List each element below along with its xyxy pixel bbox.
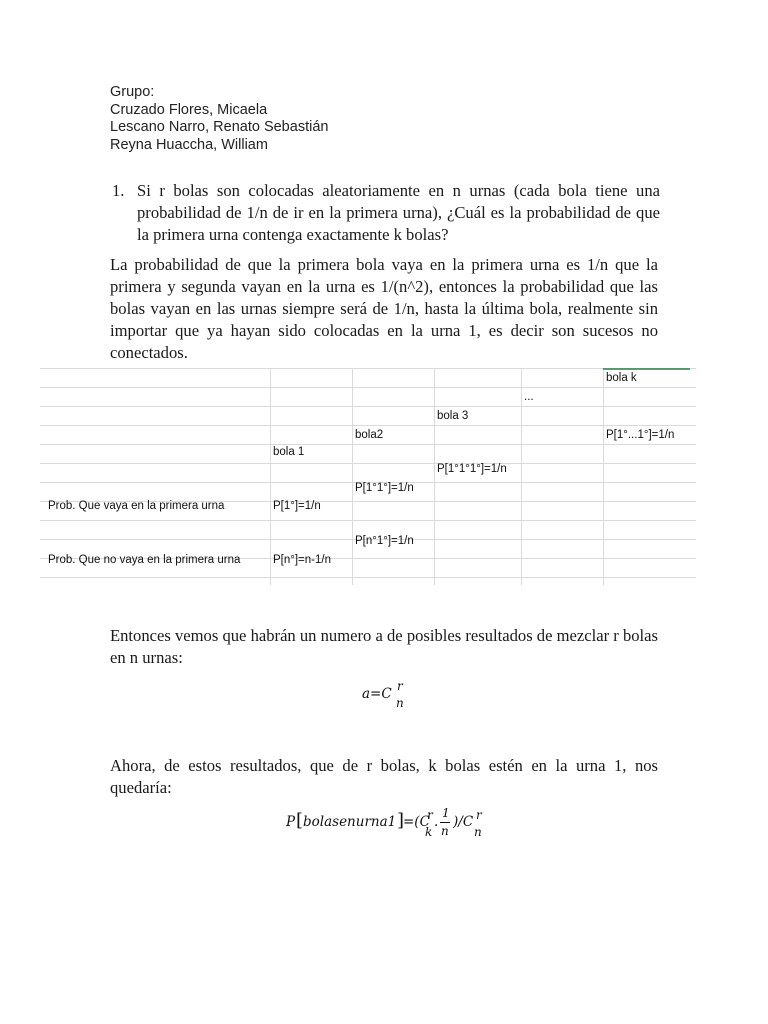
cell-bola-1: bola 1 bbox=[273, 446, 305, 458]
spreadsheet-table bbox=[40, 368, 696, 585]
group-member: Cruzado Flores, Micaela bbox=[110, 101, 268, 118]
question-item bbox=[112, 180, 660, 246]
formula-lhs: a=C bbox=[362, 686, 392, 702]
formula-subscript: n bbox=[396, 696, 404, 710]
results-paragraph: Entonces vemos que habrán un numero a de posibles resultados de mezclar r bolas en n urnas: bbox=[110, 626, 658, 667]
group-label: Grupo: bbox=[110, 84, 155, 100]
formula-p: P bbox=[286, 814, 296, 830]
fraction-bar bbox=[440, 822, 450, 823]
cell-bola-2: bola2 bbox=[355, 429, 384, 441]
formula-superscript: r bbox=[397, 679, 403, 693]
c2-subscript: n bbox=[474, 825, 482, 839]
c1-superscript: r bbox=[427, 808, 433, 822]
cell-p1: P[1°]=1/n bbox=[273, 500, 321, 512]
question-text: Si r bolas son colocadas aleatoriamente en n urnas (cada bola tiene una probabilidad de 1/n de ir en la primera urna), ¿Cuál es la probabilidad de que la primera urna contenga exactamente k bolas? bbox=[137, 181, 660, 244]
group-block bbox=[110, 84, 328, 154]
formula-probability bbox=[286, 808, 496, 844]
group-member: Reyna Huaccha, William bbox=[110, 136, 268, 153]
cell-bola-k: bola k bbox=[606, 372, 637, 384]
cell-p-k: P[1°...1°]=1/n bbox=[606, 429, 675, 441]
formula-close: )/C bbox=[453, 814, 474, 830]
question-number: 1. bbox=[112, 181, 125, 200]
formula-bracket-content: bolasenurna1 bbox=[303, 814, 397, 830]
formula-dot: . bbox=[434, 814, 439, 830]
formula-combinations bbox=[362, 679, 422, 718]
row-label-not: Prob. Que no vaya en la primera urna bbox=[48, 554, 241, 566]
cell-ellipsis: ... bbox=[524, 391, 534, 403]
cell-pn: P[n°]=n-1/n bbox=[273, 554, 331, 566]
cell-pn2: P[n°1°]=1/n bbox=[355, 535, 414, 547]
answer-paragraph: La probabilidad de que la primera bola vaya en la primera urna es 1/n que la primera y segunda vayan en la urna es 1/(n^2), entonces la probabilidad que las bolas vayan en las urnas siempre será de 1/n, hasta la última bola, realmente sin importar que ya hayan sido colocadas en la urna 1, es decir son sucesos no conectados. bbox=[110, 255, 658, 362]
fraction-numerator: 1 bbox=[442, 806, 450, 820]
conclusion-paragraph: Ahora, de estos resultados, que de r bolas, k bolas estén en la urna 1, nos quedaría: bbox=[110, 756, 658, 797]
cell-bola-3: bola 3 bbox=[437, 410, 469, 422]
right-bracket: ] bbox=[397, 810, 405, 831]
cell-p2: P[1°1°]=1/n bbox=[355, 482, 414, 494]
formula-eq: =(C bbox=[403, 814, 430, 830]
cell-p3: P[1°1°1°]=1/n bbox=[437, 463, 507, 475]
row-label-first: Prob. Que vaya en la primera urna bbox=[48, 500, 225, 512]
c2-superscript: r bbox=[476, 808, 482, 822]
fraction-denominator: n bbox=[441, 824, 449, 838]
c1-subscript: k bbox=[425, 825, 433, 839]
group-member: Lescano Narro, Renato Sebastián bbox=[110, 119, 329, 135]
left-bracket: [ bbox=[296, 810, 304, 831]
